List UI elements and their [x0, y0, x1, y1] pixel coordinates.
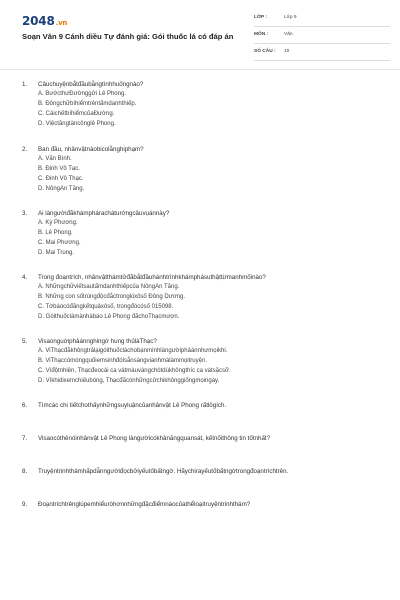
question-number: 2.: [22, 146, 28, 153]
answer-option: C. Mai Phương.: [38, 240, 81, 246]
question-item: [22, 273, 382, 322]
question-line: [22, 80, 382, 89]
meta-info: [254, 12, 390, 63]
question-item: [22, 337, 382, 386]
question-text: Truyệntrinhthámhấpdẫnngườiđọcbởiyếutốbấtngờ. Hãychirayếutốbấtngờtrongđoạntríchtrên.: [38, 468, 289, 475]
meta-row-count: [254, 46, 390, 61]
answer-option: A. ViThạcđãkhôngtrảlạigóithuốclàchobạnmìnhlàngườiphảánnhưmọikhi.: [38, 348, 228, 354]
meta-value: Văn: [284, 32, 293, 37]
meta-label: SỐ CÂU :: [254, 49, 276, 54]
question-line: [22, 434, 382, 443]
question-line: [22, 337, 382, 346]
answer-option: A. Nhữngchữviếtsautấmdanhthiếpcủa NôngAn Tăng.: [38, 284, 180, 290]
answer-option: D. NôngAn Tăng.: [38, 186, 85, 192]
answer-option: C. Đinh Vô Thạc.: [38, 176, 84, 182]
question-text: Câuchuyệnbắtđầubằngtìnhhuốngnào?: [38, 81, 144, 88]
logo-tld-text: .vn: [55, 19, 68, 27]
header-divider: [0, 69, 400, 70]
meta-value: Lớp 9: [284, 15, 297, 20]
answer-option: A. Văn Bình.: [38, 156, 72, 162]
question-item: [22, 401, 382, 410]
question-number: 5.: [22, 338, 28, 345]
question-line: [22, 209, 382, 218]
answer-option: C. Tờbáocóđăngkếtquảxôsố, trongđócósố 015098.: [38, 304, 174, 310]
question-number: 8.: [22, 468, 28, 475]
answer-option: D. Vìkhidixemchiếubóng, Thạcđãcónhữngcửchikhônggiốngmọingày.: [38, 378, 220, 384]
answer-option: B. ViThạccómóngquốiemsinhđóisắnsàngvianhmàlàmmọitruyện.: [38, 358, 207, 364]
answer-option: A. Kỳ Phương.: [38, 220, 78, 226]
answer-option: C. CáichếtbíhiểmcủaĐường.: [38, 111, 115, 117]
question-number: 7.: [22, 435, 28, 442]
question-line: [22, 467, 382, 476]
meta-value: 10: [284, 49, 290, 54]
question-line: [22, 273, 382, 282]
meta-label: LỚP :: [254, 15, 268, 20]
answer-option: B. Lê Phong.: [38, 230, 73, 236]
question-number: 1.: [22, 81, 28, 88]
question-list: [22, 80, 382, 509]
answer-option: B. Những con sốtrùngđộcđắctrongkixôsố Đông Dương.: [38, 294, 186, 300]
question-item: [22, 80, 382, 129]
question-text: Đoạntríchtrênglúpemhiểuròhơnnhữngđặcđiểmnàocủathểloạitruyệntrinhthám?: [38, 501, 251, 508]
question-number: 4.: [22, 274, 28, 281]
question-text: Trong đoạntrích, nhânvậtthámtửđãbắtđầuhànhtrìnhkhámphásuthậttừmanhmốinào?: [38, 274, 266, 281]
question-number: 3.: [22, 210, 28, 217]
page-title: Soạn Văn 9 Cánh diều Tự đánh giá: Gói thuốc lá có đáp án: [22, 32, 234, 41]
question-item: [22, 434, 382, 443]
answer-option: D. Mai Trung.: [38, 250, 75, 256]
meta-row-subject: [254, 29, 390, 44]
question-text: Visaonguờiphảánnghingờ hung thủlàThạc?: [38, 338, 157, 345]
question-number: 9.: [22, 501, 28, 508]
question-item: [22, 500, 382, 509]
question-line: [22, 401, 382, 410]
answer-option: C. Vìđộtnhiên, Thạcđeocái ca vátmàuvàngchótdùkhôngthíc ca vátsặcsỡ.: [38, 368, 231, 374]
question-text: Ban đầu, nhânvậtnàobicolằnghiphạm?: [38, 146, 144, 153]
question-line: [22, 145, 382, 154]
logo-main-text: 2048: [22, 14, 55, 28]
answer-option: B. Đinh Vô Tạc.: [38, 166, 80, 172]
answer-option: B. Đôngchữbíhiểmtrêntấmdanhthiếp.: [38, 101, 137, 107]
answer-option: D. Góithuốclámànhàbáo Lê Phong đãchoThạcmượn.: [38, 314, 180, 320]
question-item: [22, 467, 382, 476]
question-text: Tìmcác chi tiếtchothấynhữngsuyluậncủanhânvật Lê Phong rấtlôgích.: [38, 402, 227, 409]
answer-option: A. BướcthưĐườnggửi Lê Phong.: [38, 91, 126, 97]
question-item: [22, 145, 382, 194]
meta-label: MÔN :: [254, 32, 269, 37]
header: [0, 0, 400, 68]
site-logo[interactable]: [22, 14, 67, 28]
meta-row-class: [254, 12, 390, 27]
question-text: Visaocóthênóinhânvật Lê Phong làngườicókhảnăngquansát, kếtnốithông tin tốtnhất?: [38, 435, 271, 442]
question-line: [22, 500, 382, 509]
question-text: Ai làngườiđãkhámpháracháturớngcâuvụánnày?: [38, 210, 170, 217]
question-number: 6.: [22, 402, 28, 409]
question-item: [22, 209, 382, 258]
answer-option: D. Việctăngtàncônglê Phong.: [38, 121, 116, 127]
